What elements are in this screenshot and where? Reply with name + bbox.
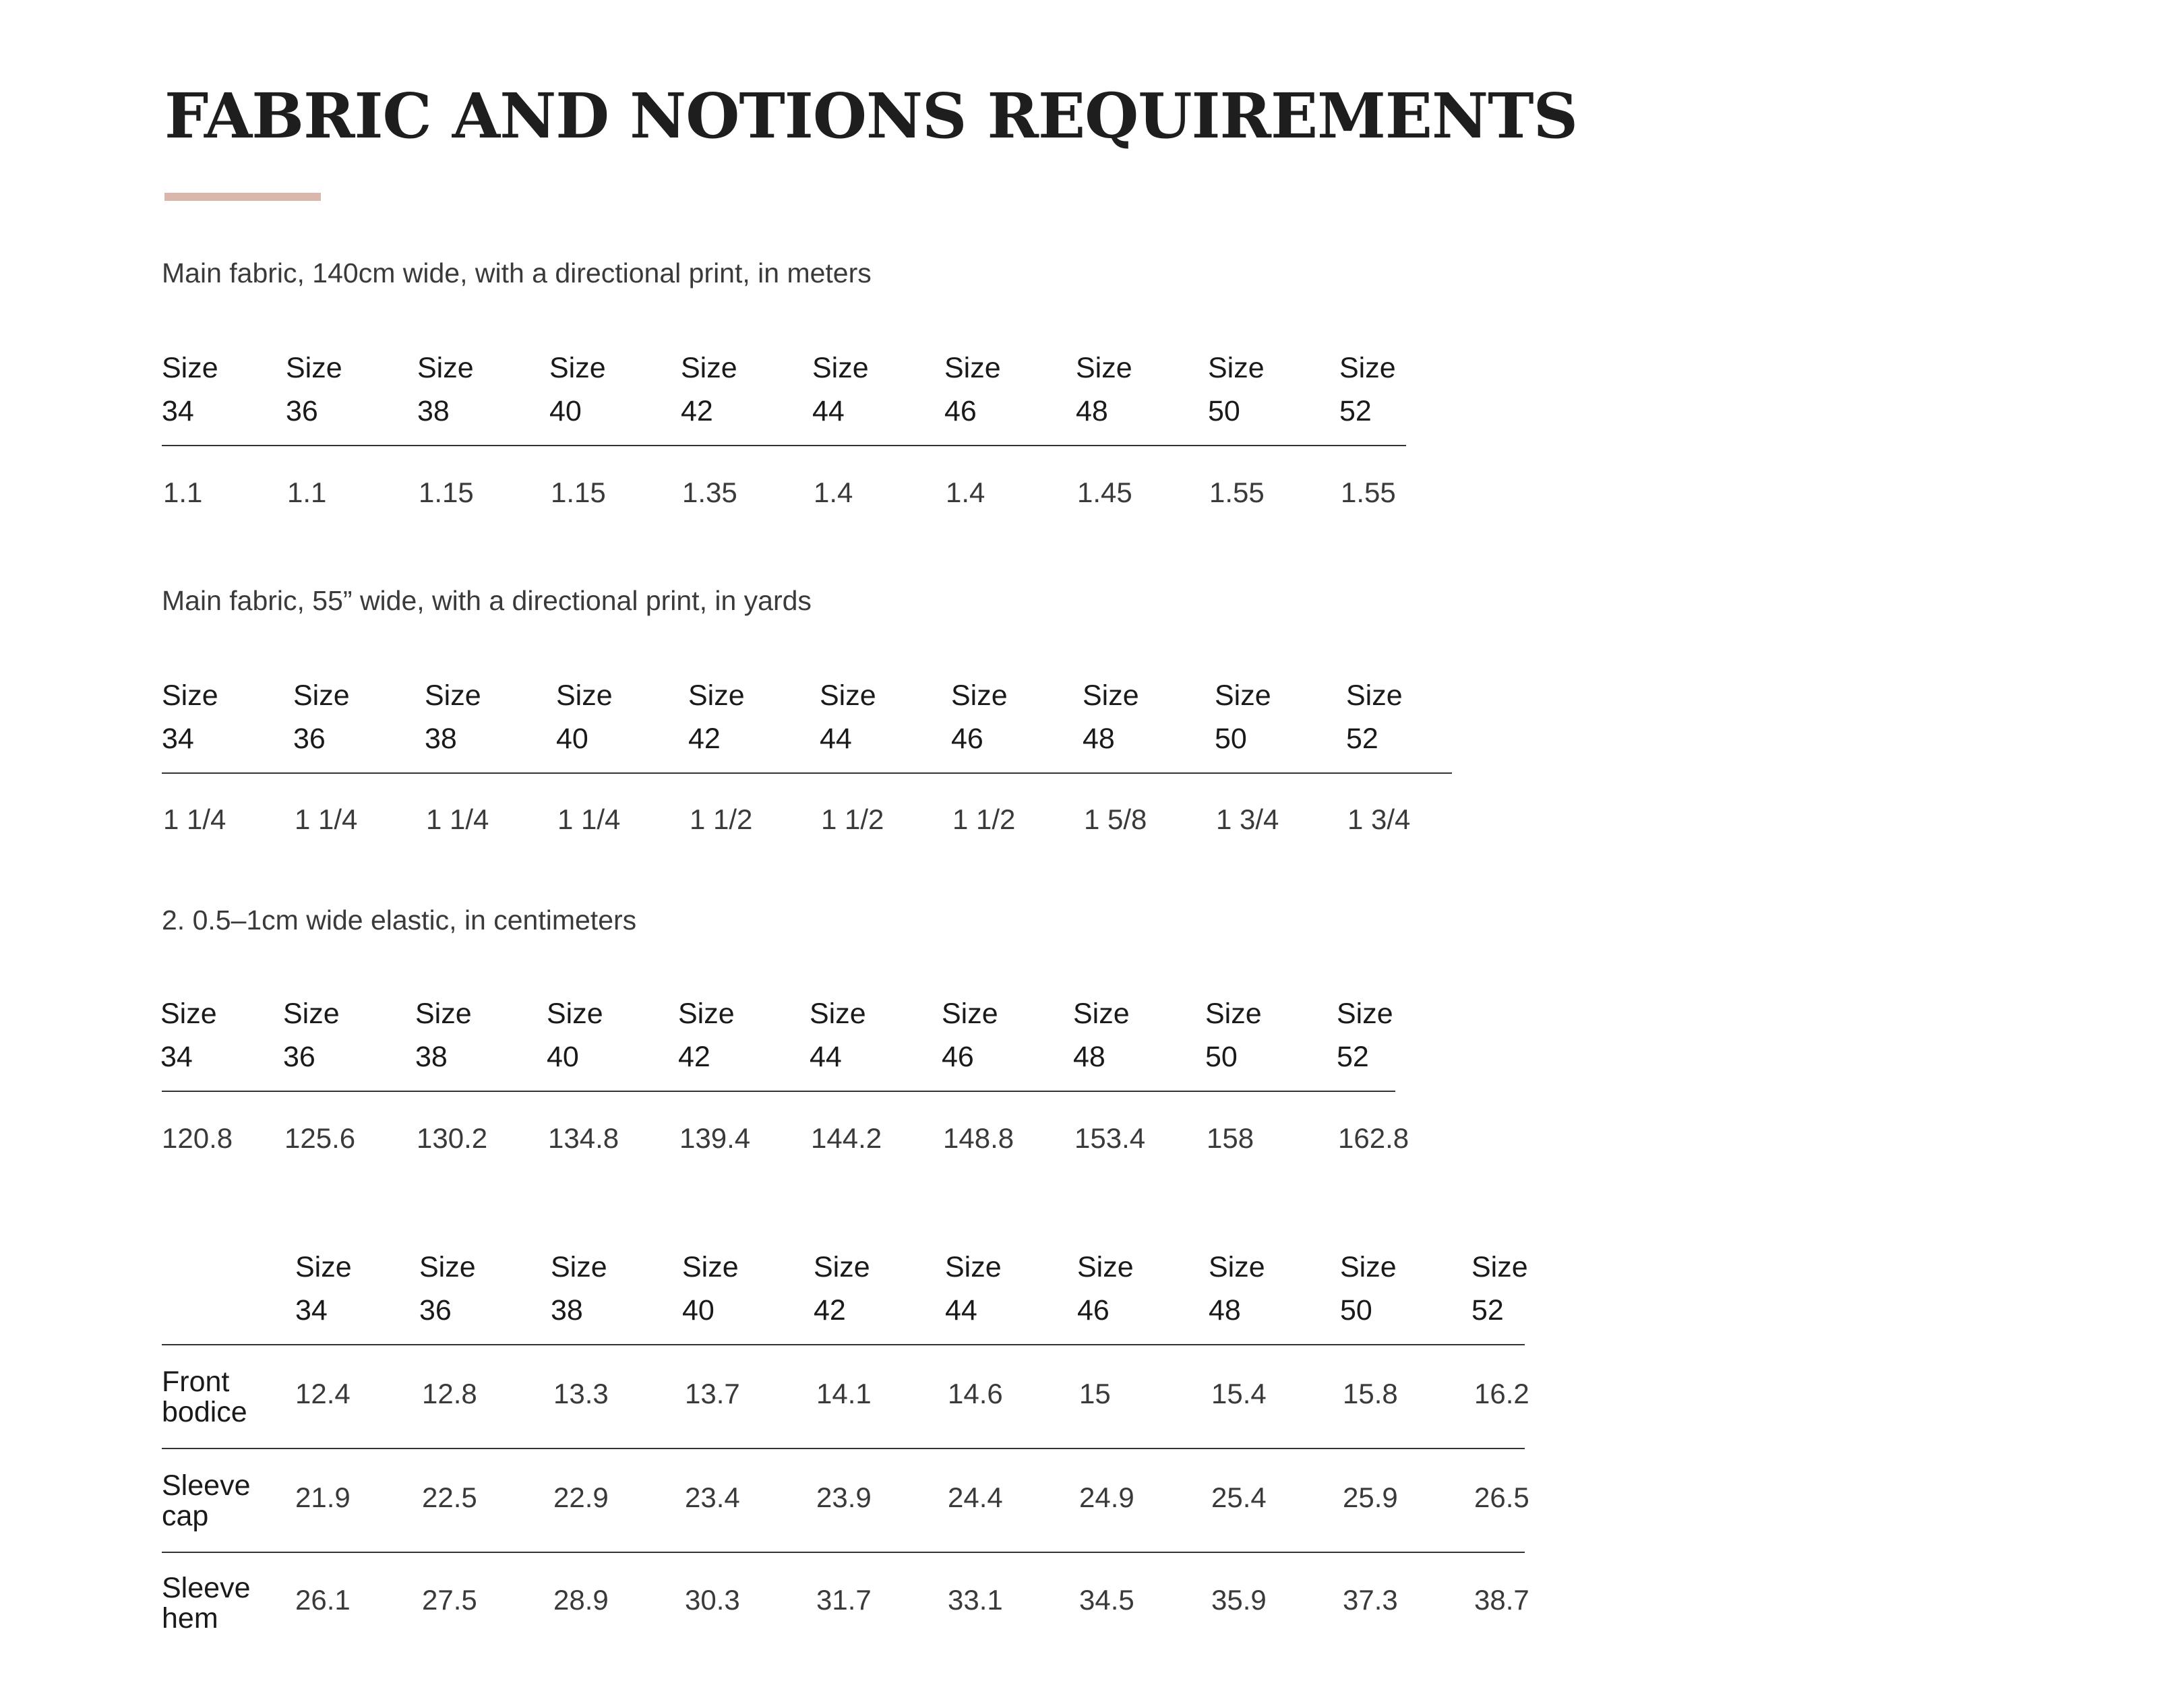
table-cell: 148.8	[943, 1122, 1014, 1154]
table-divider	[162, 1344, 1525, 1345]
size-header	[295, 1246, 352, 1332]
table-divider	[162, 1552, 1525, 1553]
size-header-label: Size	[820, 679, 876, 712]
size-header	[1339, 346, 1396, 433]
table-cell: 25.4	[1211, 1482, 1267, 1513]
size-header-number: 52	[1346, 723, 1378, 755]
size-header-number: 48	[1073, 1041, 1105, 1073]
size-header	[688, 674, 745, 760]
row-label	[162, 1573, 250, 1634]
size-header-label: Size	[1209, 1251, 1265, 1283]
table-cell: 28.9	[553, 1584, 609, 1616]
size-header-number: 48	[1076, 395, 1108, 427]
size-header	[678, 992, 735, 1078]
table-cell: 22.9	[553, 1482, 609, 1513]
table-cell: 15.8	[1343, 1378, 1398, 1409]
table-cell: 1.15	[551, 477, 606, 508]
table-cell: 23.9	[816, 1482, 872, 1513]
size-header	[1340, 1246, 1397, 1332]
table-cell: 24.4	[948, 1482, 1003, 1513]
size-header-label: Size	[678, 998, 735, 1030]
size-header	[1205, 992, 1262, 1078]
size-header	[286, 346, 342, 433]
size-header-number: 48	[1083, 723, 1115, 755]
size-header-number: 40	[549, 395, 582, 427]
size-header-label: Size	[293, 679, 350, 712]
size-header	[419, 1246, 476, 1332]
size-header-number: 52	[1339, 395, 1372, 427]
size-header	[1471, 1246, 1528, 1332]
size-header-number: 36	[286, 395, 318, 427]
table-cell: 12.4	[295, 1378, 351, 1409]
table-cell: 1.15	[419, 477, 474, 508]
size-header	[425, 674, 481, 760]
size-header	[812, 346, 869, 433]
row-label-part: bodice	[162, 1396, 247, 1428]
table-cell: 22.5	[422, 1482, 477, 1513]
table-cell: 130.2	[417, 1122, 488, 1154]
size-header-label: Size	[810, 998, 866, 1030]
section-caption: 2. 0.5–1cm wide elastic, in centimeters	[162, 905, 637, 936]
size-header-label: Size	[814, 1251, 870, 1283]
size-header	[814, 1246, 870, 1332]
size-header	[820, 674, 876, 760]
table-cell: 162.8	[1338, 1122, 1409, 1154]
size-header-number: 40	[547, 1041, 579, 1073]
table-cell: 144.2	[811, 1122, 882, 1154]
size-header-number: 36	[293, 723, 326, 755]
table-cell: 120.8	[162, 1122, 233, 1154]
size-header	[1077, 1246, 1134, 1332]
table-cell: 139.4	[679, 1122, 751, 1154]
size-header-number: 34	[160, 1041, 193, 1073]
table-cell: 27.5	[422, 1584, 477, 1616]
size-header-label: Size	[160, 998, 217, 1030]
table-cell: 1 1/4	[163, 803, 226, 835]
size-header-label: Size	[1208, 352, 1265, 384]
table-cell: 24.9	[1079, 1482, 1134, 1513]
size-header-number: 48	[1209, 1294, 1241, 1326]
size-header-label: Size	[1205, 998, 1262, 1030]
size-header-label: Size	[551, 1251, 607, 1283]
table-cell: 1 5/8	[1084, 803, 1147, 835]
size-header-label: Size	[1340, 1251, 1397, 1283]
size-header-label: Size	[945, 1251, 1002, 1283]
table-cell: 1.55	[1341, 477, 1396, 508]
table-cell: 35.9	[1211, 1584, 1267, 1616]
size-header-label: Size	[286, 352, 342, 384]
size-header	[293, 674, 350, 760]
size-header-number: 50	[1340, 1294, 1372, 1326]
table-divider	[162, 1091, 1395, 1092]
size-header-number: 38	[417, 395, 450, 427]
size-header-number: 38	[425, 723, 457, 755]
size-header-label: Size	[1346, 679, 1403, 712]
size-header-number: 52	[1471, 1294, 1504, 1326]
size-header-number: 36	[419, 1294, 452, 1326]
table-cell: 13.7	[685, 1378, 740, 1409]
size-header-number: 40	[556, 723, 588, 755]
size-header	[1076, 346, 1132, 433]
table-cell: 1 1/4	[426, 803, 489, 835]
size-header-label: Size	[1073, 998, 1130, 1030]
size-header-number: 42	[814, 1294, 846, 1326]
table-cell: 1 3/4	[1216, 803, 1279, 835]
size-header	[1208, 346, 1265, 433]
size-header-number: 50	[1215, 723, 1247, 755]
size-header	[549, 346, 606, 433]
table-cell: 1.35	[682, 477, 737, 508]
size-header-label: Size	[681, 352, 737, 384]
size-header	[1073, 992, 1130, 1078]
size-header	[1215, 674, 1271, 760]
size-header-label: Size	[419, 1251, 476, 1283]
size-header-label: Size	[295, 1251, 352, 1283]
size-header-number: 44	[810, 1041, 842, 1073]
table-cell: 1.1	[287, 477, 327, 508]
size-header-number: 50	[1208, 395, 1240, 427]
table-cell: 15	[1079, 1378, 1111, 1409]
size-header	[556, 674, 613, 760]
size-header-label: Size	[547, 998, 603, 1030]
row-label	[162, 1471, 250, 1531]
size-header	[162, 346, 218, 433]
table-cell: 37.3	[1343, 1584, 1398, 1616]
size-header-label: Size	[417, 352, 474, 384]
table-cell: 34.5	[1079, 1584, 1134, 1616]
size-header-number: 44	[945, 1294, 977, 1326]
table-cell: 13.3	[553, 1378, 609, 1409]
size-header-label: Size	[1083, 679, 1139, 712]
size-header	[810, 992, 866, 1078]
table-cell: 30.3	[685, 1584, 740, 1616]
table-cell: 1.1	[163, 477, 203, 508]
size-header-number: 34	[162, 723, 194, 755]
size-header-label: Size	[942, 998, 998, 1030]
table-cell: 134.8	[548, 1122, 619, 1154]
size-header	[547, 992, 603, 1078]
table-divider	[162, 772, 1452, 774]
row-label	[162, 1367, 247, 1428]
row-label-part: Sleeve	[162, 1469, 251, 1502]
size-header-number: 40	[682, 1294, 715, 1326]
size-header	[1337, 992, 1393, 1078]
size-header-label: Size	[556, 679, 613, 712]
size-header-label: Size	[688, 679, 745, 712]
table-cell: 1 1/2	[821, 803, 884, 835]
table-cell: 1 3/4	[1347, 803, 1411, 835]
table-cell: 1.4	[814, 477, 853, 508]
table-cell: 1 1/2	[952, 803, 1016, 835]
size-header	[1346, 674, 1403, 760]
size-header-number: 50	[1205, 1041, 1238, 1073]
size-header	[1209, 1246, 1265, 1332]
size-header	[415, 992, 472, 1078]
table-cell: 31.7	[816, 1584, 872, 1616]
size-header-label: Size	[812, 352, 869, 384]
accent-bar	[164, 193, 321, 201]
size-header-number: 44	[820, 723, 852, 755]
row-label-part: Front	[162, 1366, 230, 1398]
table-cell: 1 1/4	[295, 803, 358, 835]
table-cell: 33.1	[948, 1584, 1003, 1616]
size-header-number: 46	[944, 395, 977, 427]
size-header	[951, 674, 1008, 760]
table-cell: 23.4	[685, 1482, 740, 1513]
table-cell: 153.4	[1074, 1122, 1146, 1154]
size-header	[160, 992, 217, 1078]
row-label-part: hem	[162, 1602, 218, 1635]
table-divider	[162, 1448, 1525, 1449]
size-header	[682, 1246, 739, 1332]
size-header	[942, 992, 998, 1078]
table-cell: 26.1	[295, 1584, 351, 1616]
size-header-label: Size	[1339, 352, 1396, 384]
size-header-label: Size	[1076, 352, 1132, 384]
row-label-part: cap	[162, 1500, 209, 1532]
size-header	[945, 1246, 1002, 1332]
size-header	[162, 674, 218, 760]
size-header	[551, 1246, 607, 1332]
size-header-label: Size	[1471, 1251, 1528, 1283]
size-header-label: Size	[1337, 998, 1393, 1030]
table-cell: 25.9	[1343, 1482, 1398, 1513]
table-cell: 15.4	[1211, 1378, 1267, 1409]
size-header-number: 36	[283, 1041, 315, 1073]
size-header-label: Size	[425, 679, 481, 712]
table-cell: 1.4	[946, 477, 985, 508]
table-cell: 14.6	[948, 1378, 1003, 1409]
table-cell: 21.9	[295, 1482, 351, 1513]
size-header-label: Size	[944, 352, 1001, 384]
size-header-number: 42	[681, 395, 713, 427]
size-header-label: Size	[549, 352, 606, 384]
page-title: FABRIC AND NOTIONS REQUIREMENTS	[164, 80, 1578, 152]
size-header-label: Size	[951, 679, 1008, 712]
size-header-label: Size	[162, 679, 218, 712]
size-header-label: Size	[1077, 1251, 1134, 1283]
table-cell: 14.1	[816, 1378, 872, 1409]
size-header-number: 46	[1077, 1294, 1110, 1326]
table-cell: 38.7	[1474, 1584, 1529, 1616]
table-cell: 26.5	[1474, 1482, 1529, 1513]
size-header-number: 34	[295, 1294, 328, 1326]
size-header-label: Size	[162, 352, 218, 384]
table-cell: 1 1/2	[690, 803, 753, 835]
size-header-number: 42	[678, 1041, 710, 1073]
table-cell: 1.55	[1209, 477, 1265, 508]
table-cell: 12.8	[422, 1378, 477, 1409]
section-caption: Main fabric, 55” wide, with a directional print, in yards	[162, 585, 812, 616]
size-header-number: 38	[415, 1041, 448, 1073]
size-header-label: Size	[415, 998, 472, 1030]
table-cell: 158	[1207, 1122, 1254, 1154]
size-header-number: 34	[162, 395, 194, 427]
size-header-number: 38	[551, 1294, 583, 1326]
size-header	[681, 346, 737, 433]
table-divider	[162, 445, 1406, 446]
size-header-label: Size	[283, 998, 340, 1030]
size-header	[1083, 674, 1139, 760]
size-header	[944, 346, 1001, 433]
size-header-number: 52	[1337, 1041, 1369, 1073]
size-header-label: Size	[682, 1251, 739, 1283]
size-header	[283, 992, 340, 1078]
size-header	[417, 346, 474, 433]
table-cell: 125.6	[284, 1122, 356, 1154]
size-header-label: Size	[1215, 679, 1271, 712]
table-cell: 1 1/4	[557, 803, 621, 835]
table-cell: 16.2	[1474, 1378, 1529, 1409]
row-label-part: Sleeve	[162, 1572, 251, 1604]
section-caption: Main fabric, 140cm wide, with a directional print, in meters	[162, 257, 872, 288]
size-header-number: 42	[688, 723, 721, 755]
table-cell: 1.45	[1077, 477, 1132, 508]
size-header-number: 46	[942, 1041, 974, 1073]
size-header-number: 46	[951, 723, 983, 755]
size-header-number: 44	[812, 395, 845, 427]
